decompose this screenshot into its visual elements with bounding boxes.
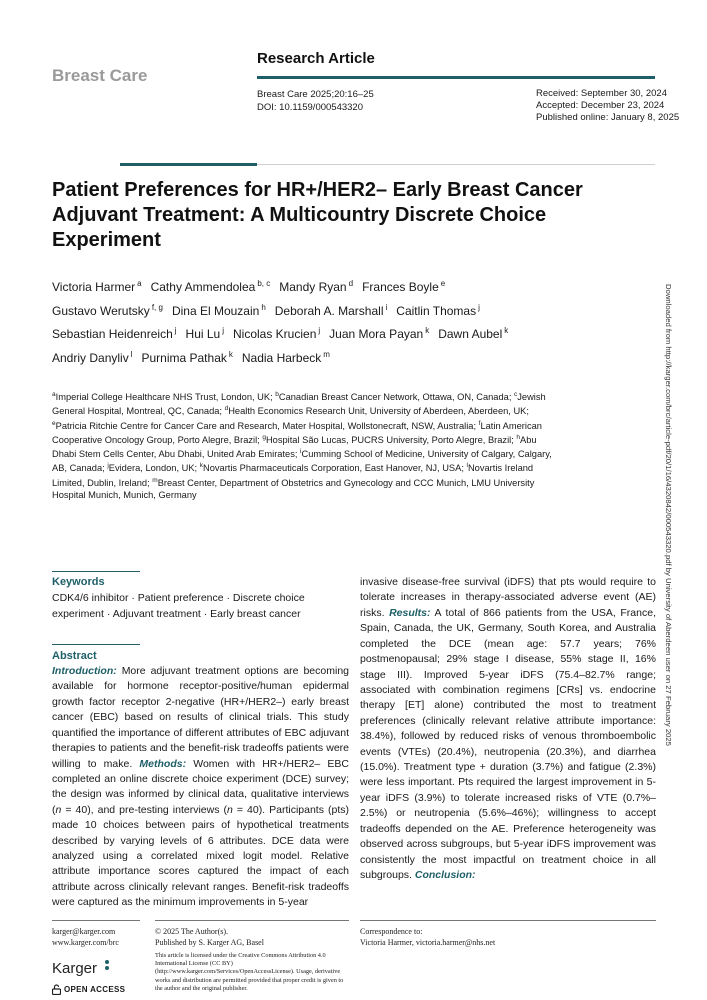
author-affiliation-marker: m <box>323 350 330 360</box>
affiliation-marker: d <box>224 405 229 413</box>
methods-n2: invasive disease-free survival (iDFS) that pts would require to tolerate increases in therapy-associated adverse event (AE) risks. <box>360 576 656 619</box>
dates-block <box>536 88 679 124</box>
affiliation-text: Latin American Cooperative Oncology Group, Porto Alegre, Brazil; <box>52 420 542 445</box>
author-affiliation-marker: k <box>228 350 233 360</box>
affiliation-marker: k <box>199 462 203 470</box>
affiliation-marker: b <box>275 391 279 398</box>
author-name: Gustavo Werutsky $^{f, g}$ <box>52 302 163 318</box>
citation-block <box>257 88 374 114</box>
affiliation-text: Patricia Ritchie Centre for Cancer Care and Research, Mater Hospital, Wollstonecraft, NSW, Australia; <box>55 420 479 431</box>
affiliation-text: Novartis Pharmaceuticals Corporation, East Hanover, NJ, USA; <box>202 463 467 474</box>
author-name: Nadia Harbeck $^m$ <box>241 350 330 366</box>
author-list <box>52 274 552 369</box>
footer-rule <box>155 920 349 921</box>
affiliation-text: Health Economics Research Unit, University of Aberdeen, Aberdeen, UK; <box>228 406 529 417</box>
affiliation-marker: a <box>52 391 56 398</box>
author-affiliation-marker: h <box>261 302 266 312</box>
affiliation-text: Canadian Breast Cancer Network, Ottawa, ON, Canada; <box>278 392 514 403</box>
correspondence-contact: Victoria Harmer, victoria.harmer@nhs.net <box>360 937 496 947</box>
author-name: Sebastian Heidenreich $^j$ <box>52 326 177 342</box>
journal-name: Breast Care <box>52 66 148 85</box>
author-name: Hui Lu $^j$ <box>185 326 224 342</box>
affiliation-text: Hospital São Lucas, PUCRS University, Porto Alegre, Brazil; <box>265 434 517 445</box>
abstract-column-left <box>52 664 349 911</box>
title-rule <box>257 164 655 165</box>
publisher-line: Published by S. Karger AG, Basel <box>155 937 264 947</box>
author-affiliation-marker: a <box>137 279 142 288</box>
author-affiliation-marker: j <box>478 302 480 312</box>
affiliation-marker: h <box>516 433 521 441</box>
received-date: Received: September 30, 2024 <box>536 88 667 99</box>
article-title: Patient Preferences for HR+/HER2– Early Breast Cancer Adjuvant Treatment: A Multicountry Discrete Choice Experiment <box>52 179 583 251</box>
affiliation-marker: g <box>262 433 266 441</box>
author-name: Dina El Mouzain $^h$ <box>171 302 266 318</box>
affiliation-marker: e <box>52 419 56 427</box>
author-affiliation-marker: l <box>130 350 133 360</box>
keywords-heading: Keywords <box>52 576 105 588</box>
download-note: Downloaded from http://karger.com/brc/article-pdf/20/1/16/4320842/000543320.pdf by University of Aberdeen user on 27 February 2025 <box>664 284 673 746</box>
affiliation-text: Imperial College Healthcare NHS Trust, London, UK; <box>55 392 276 403</box>
affiliation-marker: f <box>478 419 481 427</box>
license-text: This article is licensed under the Creative Commons Attribution 4.0 International License (CC BY) (http://www.karger.com/Services/OpenAccessLicense). Usage, derivative works and distribution are permitted provided that proper credit is given to the author and the original publisher. <box>155 952 344 992</box>
affiliation-marker: m <box>152 476 158 484</box>
author-affiliation-marker: f, g <box>151 302 163 312</box>
author-affiliation-marker: b, c <box>257 279 271 288</box>
publisher-email[interactable]: karger@karger.com <box>52 927 116 936</box>
methods-n2: = 40). Participants (pts) made 10 choices between pairs of hypothetical treatments described by varying levels of 6 attributes. DCE data were analyzed using a correlated mixed logit model. Relative attribute importance scores captured the impact of each attribute across clinically relevant ranges. Benefit-risk tradeoffs were captured as the minimum improvements in 5-year <box>52 803 349 909</box>
results-text: A total of 866 patients from the USA, France, Spain, Canada, the UK, Germany, South Korea, and Australia completed the DCE (mean age: 57.7 years; 76% postmenopausal; 29% stage I disease, 55% stage II, 16% stage III). Improved 5-year iDFS (75.4–82.7% range; associated with combination regimens [CRs] vs. endocrine therapy [ET] alone) contributed the most to treatment preferences (clinically relevant relative attribute importance: 38.4%), followed by reduced risks of venous thromboembolic events (VTEs) (20.4%), neutropenia (20.3%), and diarrhea (15.0%). Treatment type + duration (3.7%) and fatigue (2.3%) were less important. Pts required the largest improvement in 5-year iDFS (3.9%) to tolerate increased risks of VTE (0.7%–2.5%) or neutropenia (5.6%–46%); willingness to accept tradeoffs depended on the AE. Preference heterogeneity was observed across subgroups, but 5-year iDFS improvement was consistently the most impactful on treatment choice in all subgroups. <box>360 606 656 882</box>
author-name: Deborah A. Marshall $^i$ <box>274 302 388 318</box>
author-affiliation-marker: e <box>440 279 446 288</box>
author-affiliation-marker: k <box>425 326 430 336</box>
author-name: Mandy Ryan $^d$ <box>279 279 354 294</box>
intro-label: Introduction: <box>52 665 117 677</box>
publisher-website[interactable]: www.karger.com/brc <box>52 937 119 947</box>
affiliation-text: Abu Dhabi Stem Cells Center, Abu Dhabi, United Arab Emirates; <box>52 434 537 460</box>
author-affiliation-marker: j <box>318 326 321 336</box>
karger-logo-text: Karger <box>52 960 98 977</box>
karger-logo <box>52 958 112 985</box>
methods-n1: = 40), and pre-testing interviews ( <box>61 803 227 816</box>
author-name: Juan Mora Payan $^k$ <box>329 326 430 342</box>
n-symbol: n <box>55 803 62 816</box>
results-label: Results: <box>389 606 431 619</box>
affiliations <box>52 389 552 501</box>
affiliation-text: Breast Center, Department of Obstetrics and Gynecology and CCC Munich, LMU University Hospital Munich, Munich, Germany <box>52 477 535 501</box>
intro-text: More adjuvant treatment options are becoming available for hormone receptor-positive/human epidermal growth factor receptor 2-negative (HR+/HER2–) early breast cancer (EBC) based on results of clinical trials. This study quantified the importance of different attributes of EBC adjuvant therapies to patients and the benefit-risk tradeoffs patients were willing to make. <box>52 665 349 770</box>
open-access-badge <box>52 984 125 995</box>
author-name: Caitlin Thomas $^j$ <box>396 302 480 318</box>
author-name: Victoria Harmer $^a$ <box>52 279 142 294</box>
license-block <box>155 927 351 993</box>
author-affiliation-marker: d <box>348 279 354 288</box>
affiliation-text: Evidera, London, UK; <box>108 463 200 474</box>
published-date: Published online: January 8, 2025 <box>536 112 680 123</box>
author-name: Cathy Ammendolea $^{b, c}$ <box>150 279 271 294</box>
keywords-rule <box>52 571 140 572</box>
affiliation-text: Jewish General Hospital, Montreal, QC, Canada; <box>52 392 546 417</box>
title-rule-accent <box>120 163 257 166</box>
affiliation-marker: j <box>107 462 109 470</box>
doi-line[interactable]: DOI: 10.1159/000543320 <box>257 102 363 113</box>
footer-rule <box>52 920 140 921</box>
article-type: Research Article <box>257 50 375 67</box>
correspondence <box>360 927 495 948</box>
author-name: Frances Boyle $^e$ <box>362 279 446 294</box>
affiliation-marker: l <box>466 462 468 470</box>
affiliation-marker: i <box>300 448 302 456</box>
citation-line: Breast Care 2025;20:16–25 <box>257 89 374 100</box>
methods-label: Methods: <box>139 757 187 770</box>
correspondence-label: Correspondence to: <box>360 927 423 936</box>
header-rule <box>257 76 655 79</box>
conclusion-label: Conclusion: <box>414 869 476 882</box>
abstract-column-right <box>360 575 656 883</box>
footer-rule <box>360 920 656 921</box>
author-affiliation-marker: i <box>385 302 388 312</box>
affiliation-text: Novartis Ireland Limited, Dublin, Ireland; <box>52 463 534 488</box>
author-name: Purnima Pathak $^k$ <box>141 350 233 366</box>
affiliation-text: Cumming School of Medicine, University of Calgary, Calgary, AB, Canada; <box>52 449 552 474</box>
abstract-rule <box>52 644 140 645</box>
author-affiliation-marker: j <box>174 326 177 336</box>
open-access-label: OPEN ACCESS <box>64 985 126 994</box>
author-affiliation-marker: k <box>504 326 509 336</box>
author-affiliation-marker: j <box>222 326 224 336</box>
author-name: Dawn Aubel $^k$ <box>438 326 509 342</box>
accepted-date: Accepted: December 23, 2024 <box>536 100 665 111</box>
open-lock-icon <box>52 984 61 995</box>
publisher-contact <box>52 927 119 948</box>
author-name: Nicolas Krucien $^j$ <box>233 326 321 342</box>
keywords-text: CDK4/6 inhibitor · Patient preference · Discrete choice experiment · Adjuvant treatment · Early breast cancer <box>52 592 305 620</box>
author-name: Andriy Danyliv $^l$ <box>52 350 133 366</box>
abstract-heading: Abstract <box>52 650 97 662</box>
methods-text: Women with HR+/HER2– EBC completed an online discrete choice experiment (DCE) survey; the design was informed by clinical data, qualitative interviews ( <box>52 757 349 816</box>
copyright-line: © 2025 The Author(s). <box>155 927 229 936</box>
affiliation-marker: c <box>514 391 518 398</box>
n-symbol: n <box>226 803 233 816</box>
